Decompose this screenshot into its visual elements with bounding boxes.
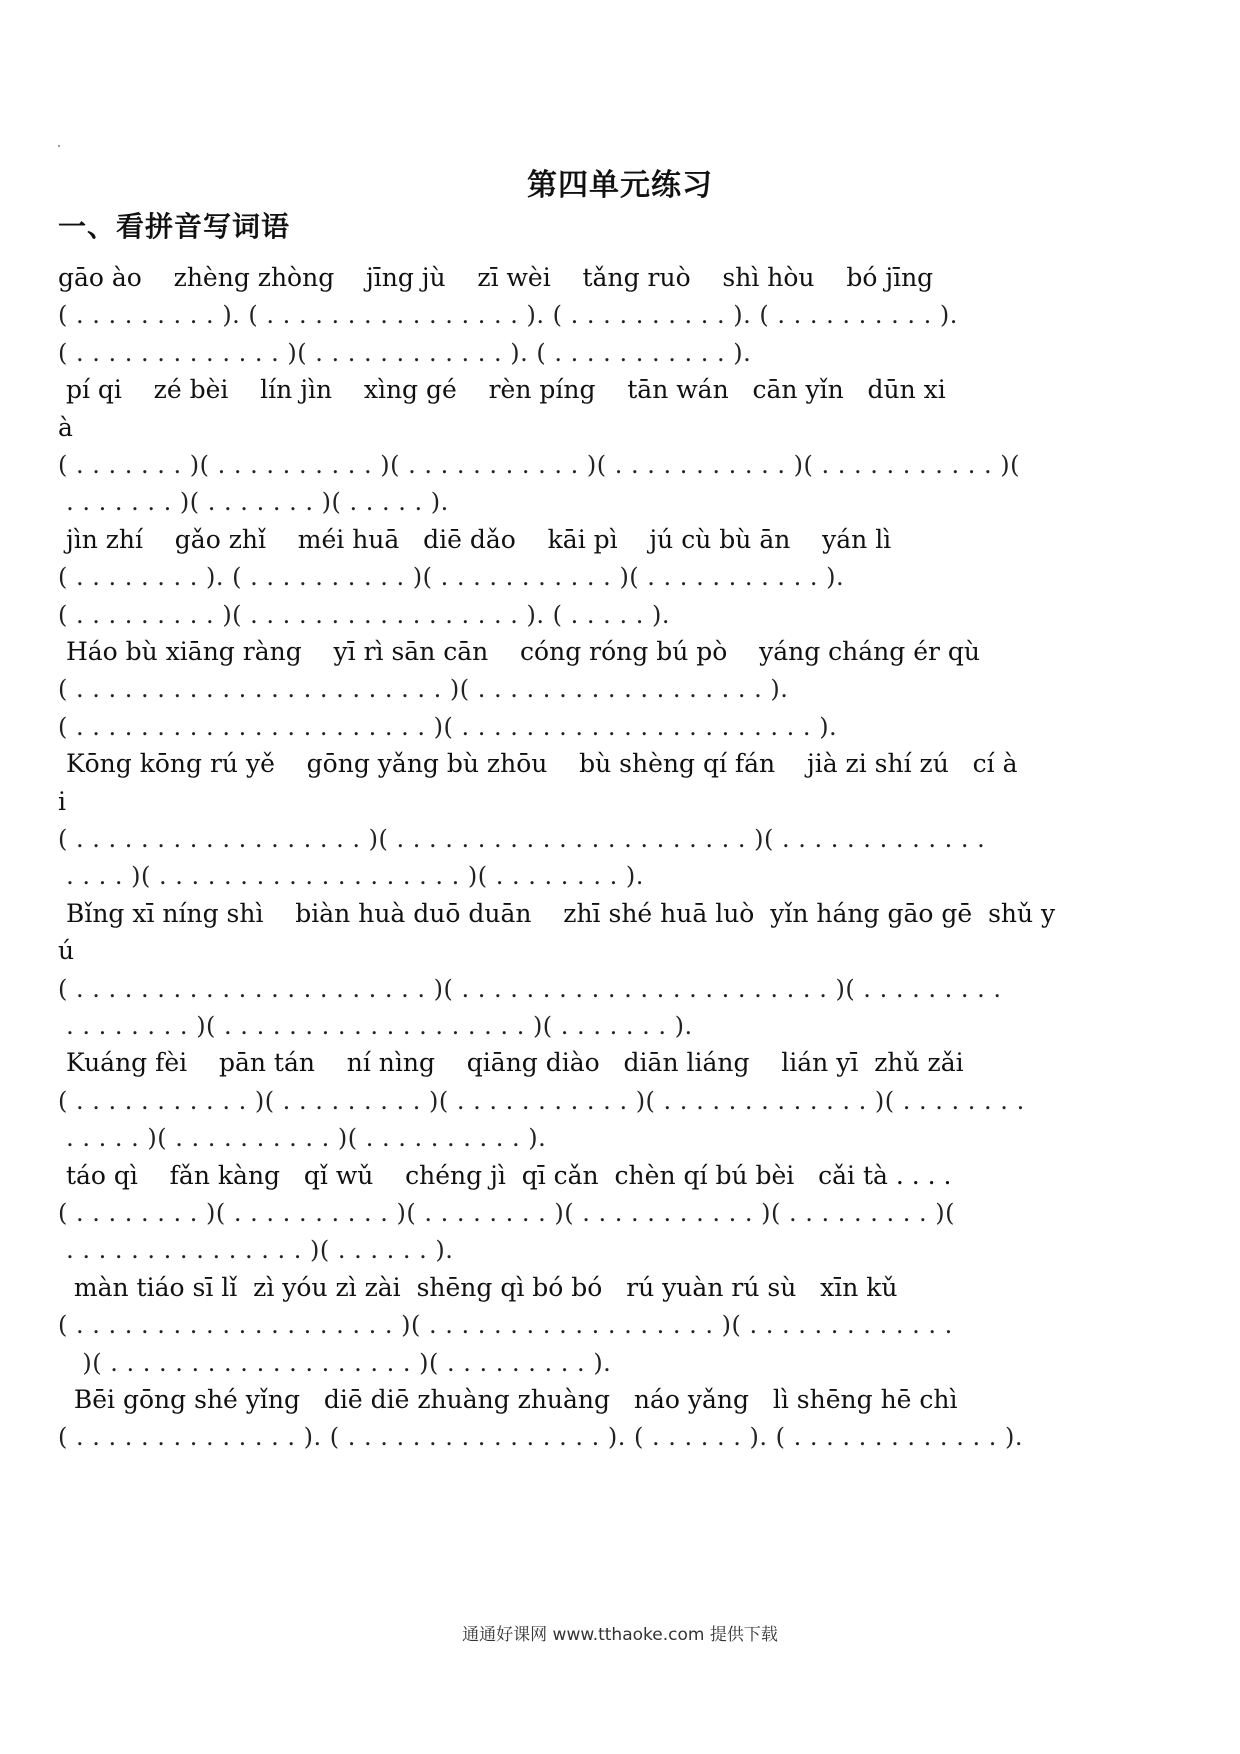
answer-blank-line[interactable]: ( . . . . . . . . . . . . . . . . . . . . . . )( . . . . . . . . . . . . . . . . . . . . . . ). (58, 713, 838, 741)
pinyin-line: màn tiáo sī lǐ zì yóu zì zài shēng qì bó bó rú yuàn rú sù xīn kǔ (58, 1273, 898, 1302)
answer-blank-line[interactable]: ( . . . . . . . . . . . )( . . . . . . . . . )( . . . . . . . . . . . )( . . . . . . . . . . . . . )( . . . . . . . . (58, 1087, 1025, 1115)
answer-blank-line[interactable]: . . . . . )( . . . . . . . . . . )( . . . . . . . . . . ). (58, 1124, 547, 1152)
pinyin-line: pí qi zé bèi lín jìn xìng gé rèn píng tān wán cān yǐn dūn xi (58, 375, 946, 404)
answer-blank-line[interactable]: . . . . . . . . )( . . . . . . . . . . . . . . . . . . . )( . . . . . . . ). (58, 1012, 693, 1040)
answer-blank-line[interactable]: ( . . . . . . . . . . . . . . . . . . . . )( . . . . . . . . . . . . . . . . . . )( . . . . . . . . . . . . . (58, 1311, 953, 1339)
pinyin-line: Bǐng xī níng shì biàn huà duō duān zhī shé huā luò yǐn háng gāo gē shǔ y (58, 899, 1056, 928)
answer-blank-line[interactable]: ( . . . . . . . . . ). ( . . . . . . . . . . . . . . . . ). ( . . . . . . . . . . ). ( . . . . . . . . . . ). (58, 301, 958, 329)
pinyin-line: i (58, 787, 66, 816)
pinyin-line: jìn zhí gǎo zhǐ méi huā diē dǎo kāi pì jú cù bù ān yán lì (58, 525, 892, 554)
pinyin-line: gāo ào zhèng zhòng jīng jù zī wèi tǎng ruò shì hòu bó jīng (58, 263, 934, 292)
answer-blank-line[interactable]: ( . . . . . . . . . . . . . . . . . . . . . . . )( . . . . . . . . . . . . . . . . . . ). (58, 675, 789, 703)
pinyin-line: Kuáng fèi pān tán ní nìng qiāng diào diān liáng lián yī zhǔ zǎi (58, 1048, 964, 1077)
answer-blank-line[interactable]: ( . . . . . . . . . . . . . . ). ( . . . . . . . . . . . . . . . . ). ( . . . . . . ). ( . . . . . . . . . . . . . ). (58, 1423, 1023, 1451)
pinyin-line: à (58, 413, 73, 442)
footer-credit: 通通好课网 www.tthaoke.com 提供下载 (462, 1625, 778, 1645)
answer-blank-line[interactable]: ( . . . . . . . . . . . . . )( . . . . . . . . . . . . ). ( . . . . . . . . . . . ). (58, 339, 752, 367)
pinyin-line: Bēi gōng shé yǐng diē diē zhuàng zhuàng náo yǎng lì shēng hē chì (58, 1385, 958, 1414)
answer-blank-line[interactable]: )( . . . . . . . . . . . . . . . . . . . )( . . . . . . . . . ). (58, 1349, 612, 1377)
answer-blank-line[interactable]: ( . . . . . . . . ). ( . . . . . . . . . . )( . . . . . . . . . . . )( . . . . . . . . . . . ). (58, 563, 845, 591)
answer-blank-line[interactable]: . . . . . . . . . . . . . . . )( . . . . . . ). (58, 1236, 454, 1264)
answer-blank-line[interactable]: ( . . . . . . . . . . . . . . . . . . )( . . . . . . . . . . . . . . . . . . . . . . )( . . . . . . . . . . . . . (58, 825, 986, 853)
pinyin-line: ú (58, 936, 75, 965)
scan-dot (58, 145, 60, 147)
pinyin-line: Háo bù xiāng ràng yī rì sān cān cóng róng bú pò yáng cháng ér qù (58, 637, 981, 666)
answer-blank-line[interactable]: . . . . . . . )( . . . . . . . )( . . . . . ). (58, 488, 449, 516)
answer-blank-line[interactable]: . . . . )( . . . . . . . . . . . . . . . . . . . )( . . . . . . . . ). (58, 862, 644, 890)
pinyin-line: Kōng kōng rú yě gōng yǎng bù zhōu bù shèng qí fán jià zi shí zú cí à (58, 749, 1018, 778)
answer-blank-line[interactable]: ( . . . . . . . . . )( . . . . . . . . . . . . . . . . . ). ( . . . . . ). (58, 601, 670, 629)
page-title: 第四单元练习 (527, 168, 713, 203)
answer-blank-line[interactable]: ( . . . . . . . . . . . . . . . . . . . . . . )( . . . . . . . . . . . . . . . . . . . . . . . )( . . . . . . . . . (58, 975, 1002, 1003)
answer-blank-line[interactable]: ( . . . . . . . . )( . . . . . . . . . . )( . . . . . . . . )( . . . . . . . . . . . )( . . . . . . . . . )( (58, 1199, 955, 1227)
pinyin-line: táo qì fǎn kàng qǐ wǔ chéng jì qī cǎn chèn qí bú bèi cǎi tà . . . . (58, 1161, 952, 1190)
answer-blank-line[interactable]: ( . . . . . . . )( . . . . . . . . . . )( . . . . . . . . . . . )( . . . . . . . . . . . )( . . . . . . . . . . . )( (58, 451, 1021, 479)
section-heading: 一、看拼音写词语 (58, 210, 291, 243)
